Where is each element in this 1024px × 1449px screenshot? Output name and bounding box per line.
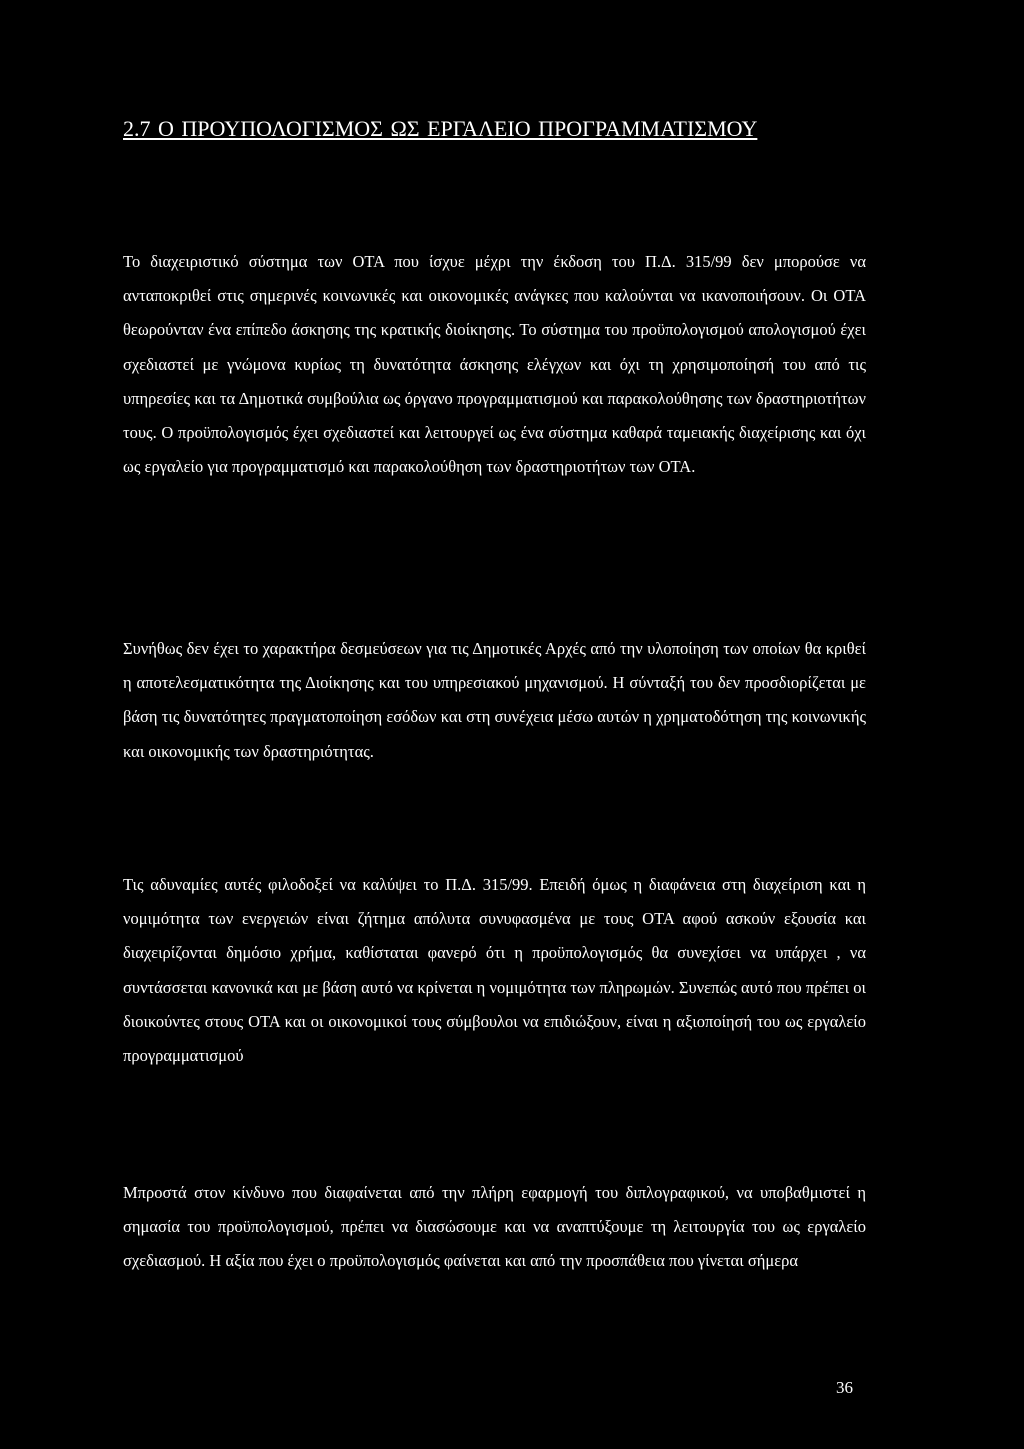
paragraph-1: Το διαχειριστικό σύστημα των ΟΤΑ που ίσχυε μέχρι την έκδοση του Π.Δ. 315/99 δεν μπορούσε να ανταποκριθεί στις σημερινές κοινωνικές και οικονομικές ανάγκες που καλούνται να ικανοποιήσουν. Οι ΟΤΑ θεωρούνταν ένα επίπεδο άσκησης της κρατικής διοίκησης. Το σύστημα του προϋπολογισμού απολογισμού έχει σχεδιαστεί με γνώμονα κυρίως τη δυνατότητα άσκησης ελέγχων και όχι τη χρησιμοποίησή του από τις υπηρεσίες και τα Δημοτικά συμβούλια ως όργανο προγραμματισμού και παρακολούθησης των δραστηριοτήτων τους. Ο προϋπολογισμός έχει σχεδιαστεί και λειτουργεί ως ένα σύστημα καθαρά ταμειακής διαχείρισης και όχι ως εργαλείο για προγραμματισμό και παρακολούθηση των δραστηριοτήτων των ΟΤΑ. [123, 252, 866, 477]
section-heading: 2.7 Ο ΠΡΟΥΠΟΛΟΓΙΣΜΟΣ ΩΣ ΕΡΓΑΛΕΙΟ ΠΡΟΓΡΑΜΜΑΤΙΣΜΟΥ [123, 116, 758, 141]
paragraph-4: Μπροστά στον κίνδυνο που διαφαίνεται από την πλήρη εφαρμογή του διπλογραφικού, να υποβαθμιστεί η σημασία του προϋπολογισμού, πρέπει να διασώσουμε και να αναπτύξουμε τη λειτουργία του ως εργαλείο σχεδιασμού. Η αξία που έχει ο προϋπολογισμός φαίνεται και από την προσπάθεια που γίνεται σήμερα [123, 1183, 866, 1271]
document-page [123, 0, 866, 1449]
paragraph-2: Συνήθως δεν έχει το χαρακτήρα δεσμεύσεων για τις Δημοτικές Αρχές από την υλοποίηση των οποίων θα κριθεί η αποτελεσματικότητα της Διοίκησης και του υπηρεσιακού μηχανισμού. Η σύνταξή του δεν προσδιορίζεται με βάση τις δυνατότητες πραγματοποίηση εσόδων και στη συνέχεια μέσω αυτών η χρηματοδότηση της κοινωνικής και οικονομικής των δραστηριότητας. [123, 639, 866, 761]
page-number: 36 [836, 1378, 853, 1397]
paragraph-3: Τις αδυναμίες αυτές φιλοδοξεί να καλύψει το Π.Δ. 315/99. Επειδή όμως η διαφάνεια στη διαχείριση και η νομιμότητα των ενεργειών είναι ζήτημα απόλυτα συνυφασμένα με τους ΟΤΑ αφού ασκούν εξουσία και διαχειρίζονται δημόσιο χρήμα, καθίσταται φανερό ότι η προϋπολογισμός θα συνεχίσει να υπάρχει , να συντάσσεται κανονικά και με βάση αυτό να κρίνεται η νομιμότητα των πληρωμών. Συνεπώς αυτό που πρέπει οι διοικούντες στους ΟΤΑ και οι οικονομικοί τους σύμβουλοι να επιδιώξουν, είναι η αξιοποίησή του ως εργαλείο προγραμματισμού [123, 875, 866, 1066]
